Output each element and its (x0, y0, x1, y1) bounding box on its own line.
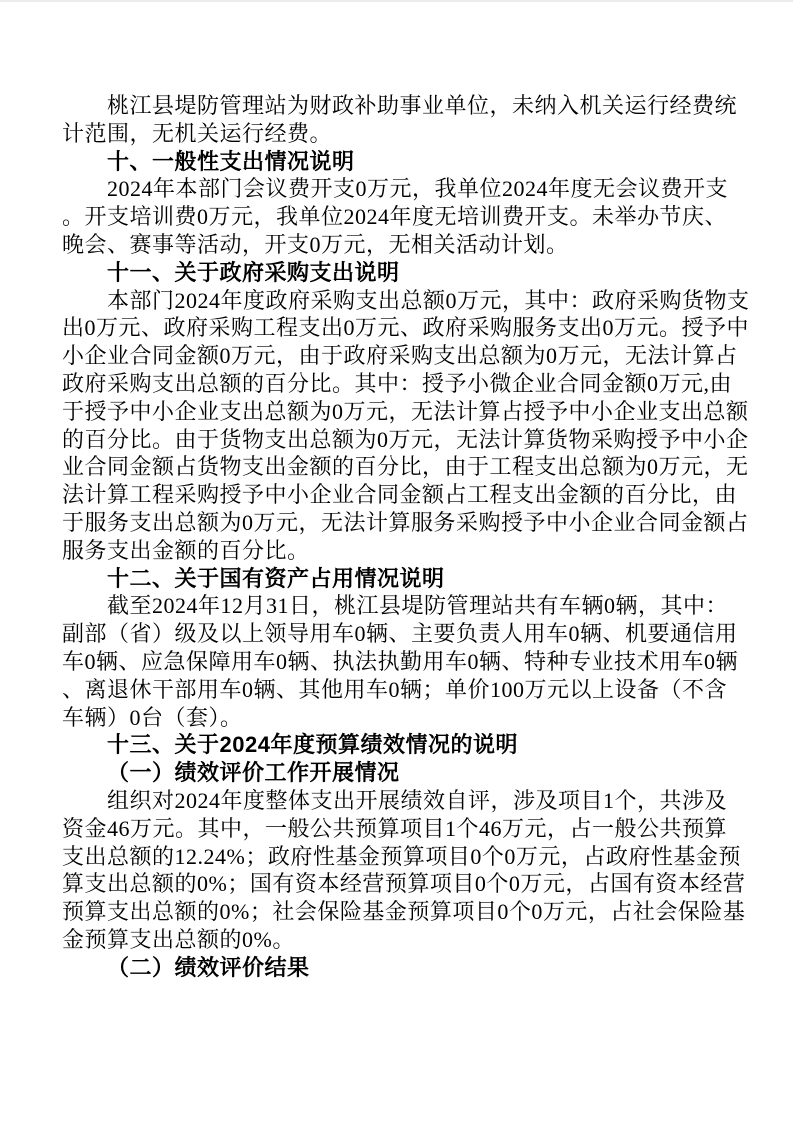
text-line: 法计算工程采购授予中小企业合同金额占工程支出金额的百分比，由 (62, 482, 738, 508)
text-line: 车0辆、应急保障用车0辆、执法执勤用车0辆、特种专业技术用车0辆 (62, 648, 739, 674)
text-line: 金预算支出总额的0%。 (62, 926, 295, 952)
text-line: 出0万元、政府采购工程支出0万元、政府采购服务支出0万元。授予中 (62, 315, 750, 341)
text-line: 业合同金额占货物支出金额的百分比，由于工程支出总额为0万元，无 (62, 454, 749, 480)
text-line: 小企业合同金额0万元，由于政府采购支出总额为0万元，无法计算占 (62, 343, 738, 369)
text-line: 、离退休干部用车0辆、其他用车0辆；单价100万元以上设备（不含 (62, 676, 728, 702)
text-line: 的百分比。由于货物支出总额为0万元，无法计算货物采购授予中小企 (62, 426, 749, 452)
text-line: 政府采购支出总额的百分比。其中：授予小微企业合同金额0万元,由 (62, 370, 733, 396)
text-line: 2024年本部门会议费开支0万元，我单位2024年度无会议费开支 (107, 176, 729, 202)
text-line: 本部门2024年度政府采购支出总额0万元，其中：政府采购货物支 (107, 287, 750, 313)
text-line: 预算支出总额的0%；社会保险基金预算项目0个0万元，占社会保险基 (62, 899, 746, 925)
text-line: 算支出总额的0%；国有资本经营预算项目0个0万元，占国有资本经营 (62, 871, 746, 897)
text-line: 组织对2024年度整体支出开展绩效自评，涉及项目1个，共涉及 (107, 787, 728, 813)
page-top-edge (0, 0, 793, 2)
heading-line: （二）绩效评价结果 (107, 954, 310, 980)
document-body (62, 92, 750, 982)
heading-line: （一）绩效评价工作开展情况 (107, 760, 400, 786)
text-line: 于服务支出总额为0万元，无法计算服务采购授予中小企业合同金额占 (62, 509, 749, 535)
heading-line: 十三、关于2024年度预算绩效情况的说明 (107, 732, 518, 758)
text-line: 服务支出金额的百分比。 (62, 537, 310, 563)
text-line: 。开支培训费0万元，我单位2024年度无培训费开支。未举办节庆、 (62, 204, 728, 230)
text-line: 计范围，无机关运行经费。 (62, 120, 333, 146)
text-line: 资金46万元。其中，一般公共预算项目1个46万元，占一般公共预算 (62, 815, 728, 841)
text-line: 副部（省）级及以上领导用车0辆、主要负责人用车0辆、机要通信用 (62, 621, 738, 647)
text-line: 于授予中小企业支出总额为0万元，无法计算占授予中小企业支出总额 (62, 398, 749, 424)
text-line: 截至2024年12月31日，桃江县堤防管理站共有车辆0辆，其中： (107, 593, 729, 619)
text-line: 支出总额的12.24%；政府性基金预算项目0个0万元，占政府性基金预 (62, 843, 741, 869)
text-line: 桃江县堤防管理站为财政补助事业单位，未纳入机关运行经费统 (107, 93, 738, 118)
text-line: 晚会、赛事等活动，开支0万元，无相关活动计划。 (62, 231, 569, 257)
heading-line: 十一、关于政府采购支出说明 (107, 259, 400, 285)
text-line: 车辆）0台（套）。 (62, 704, 243, 730)
heading-line: 十、一般性支出情况说明 (107, 148, 355, 174)
heading-line: 十二、关于国有资产占用情况说明 (107, 565, 445, 591)
